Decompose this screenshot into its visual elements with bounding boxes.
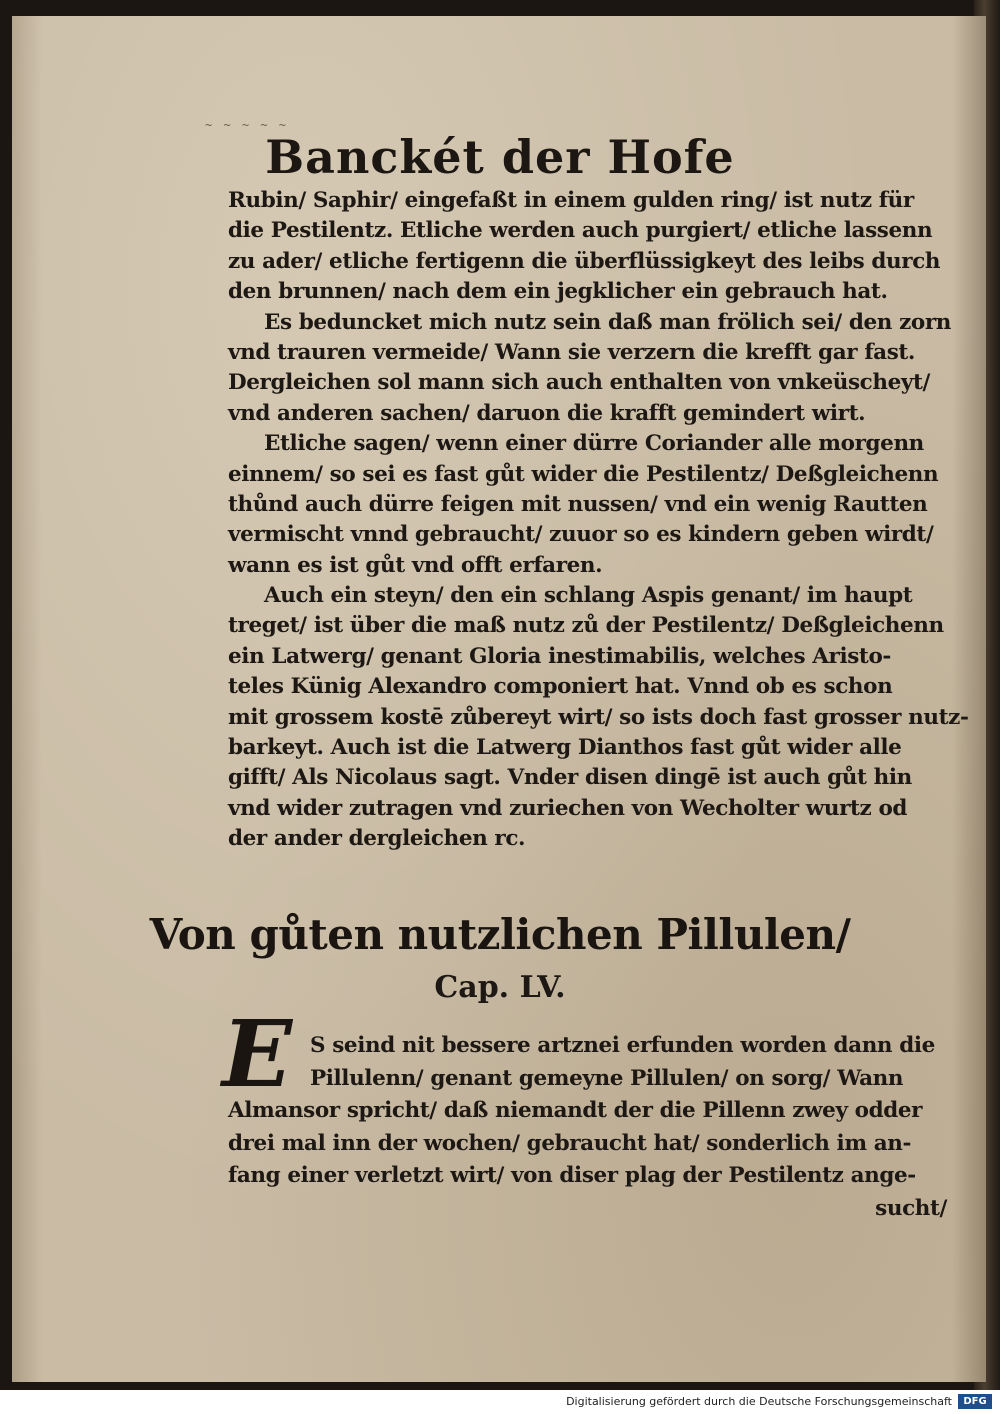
text-line: fang einer verletzt wirt/ von diser plag der Pestilentz ange- <box>228 1163 916 1188</box>
text-line: Almansor spricht/ daß niemandt der die Pillenn zwey odder <box>228 1098 923 1123</box>
dfg-logo: DFG <box>958 1394 992 1409</box>
text-line: thůnd auch dürre feigen mit nussen/ vnd ein wenig Rautten <box>228 491 928 517</box>
text-line: drei mal inn der wochen/ gebraucht hat/ sonderlich im an- <box>228 1130 912 1156</box>
text-line: vnd trauren vermeide/ Wann sie verzern die krefft gar fast. <box>228 339 916 365</box>
chapter-text <box>228 1030 963 1225</box>
text-line: Etliche sagen/ wenn einer dürre Coriander alle morgenn <box>264 431 924 457</box>
text-line: Es beduncket mich nutz sein daß man frölich sei/ den zorn <box>264 309 952 335</box>
text-line: barkeyt. Auch ist die Latwerg Dianthos fast gůt wider alle <box>228 735 902 761</box>
text-line: vermischt vnnd gebraucht/ zuuor so es kindern geben wirdt/ <box>228 522 934 548</box>
text-line: vnd wider zutragen vnd zuriechen von Wecholter wurtz od <box>228 795 908 821</box>
text-line: Dergleichen sol mann sich auch enthalten von vnkeüscheyt/ <box>228 370 930 396</box>
text-line: ein Latwerg/ genant Gloria inestimabilis, welches Aristo- <box>228 643 891 669</box>
text-line: mit grossem kostē zůbereyt wirt/ so ists doch fast grosser nutz- <box>228 704 969 730</box>
text-line: Pillulenn/ genant gemeyne Pillulen/ on sorg/ Wann <box>310 1065 904 1091</box>
footer-bar <box>0 1392 1000 1414</box>
text-line: vnd anderen sachen/ daruon die krafft gemindert wirt. <box>228 400 866 426</box>
text-line: die Pestilentz. Etliche werden auch purgiert/ etliche lassenn <box>228 218 933 244</box>
text-line: gifft/ Als Nicolaus sagt. Vnder disen dingē ist auch gůt hin <box>228 765 912 791</box>
text-line: zu ader/ etliche fertigenn die überflüssigkeyt des leibs durch <box>228 248 941 274</box>
text-line: treget/ ist über die maß nutz zů der Pestilentz/ Deßgleichenn <box>228 613 944 639</box>
text-line: Rubin/ Saphir/ eingefaßt in einem gulden ring/ ist nutz für <box>228 188 914 213</box>
running-head: Banckét der Hofe <box>265 130 735 184</box>
text-line: der ander dergleichen rc. <box>228 826 526 852</box>
text-line: S seind nit bessere artznei erfunden worden dann die <box>310 1033 935 1058</box>
margin-marks: ~ ~ ~ ~ ~ <box>205 118 289 132</box>
text-line: wann es ist gůt vnd offt erfaren. <box>228 552 603 578</box>
decorated-initial: E <box>222 1000 293 1108</box>
text-line: Auch ein steyn/ den ein schlang Aspis genant/ im haupt <box>264 583 913 609</box>
text-line: einnem/ so sei es fast gůt wider die Pestilentz/ Deßgleichenn <box>228 461 939 487</box>
body-text <box>228 186 969 855</box>
chapter-title: Von gůten nutzlichen Pillulen/ <box>149 910 851 959</box>
text-line: teles Künig Alexandro componiert hat. Vnnd ob es schon <box>228 674 893 700</box>
funding-credit: Digitalisierung gefördert durch die Deutsche Forschungsgemeinschaft <box>566 1395 952 1408</box>
text-line: den brunnen/ nach dem ein jegklicher ein gebrauch hat. <box>228 279 888 305</box>
chapter-number: Cap. LV. <box>434 970 566 1005</box>
catchword: sucht/ <box>875 1195 947 1221</box>
